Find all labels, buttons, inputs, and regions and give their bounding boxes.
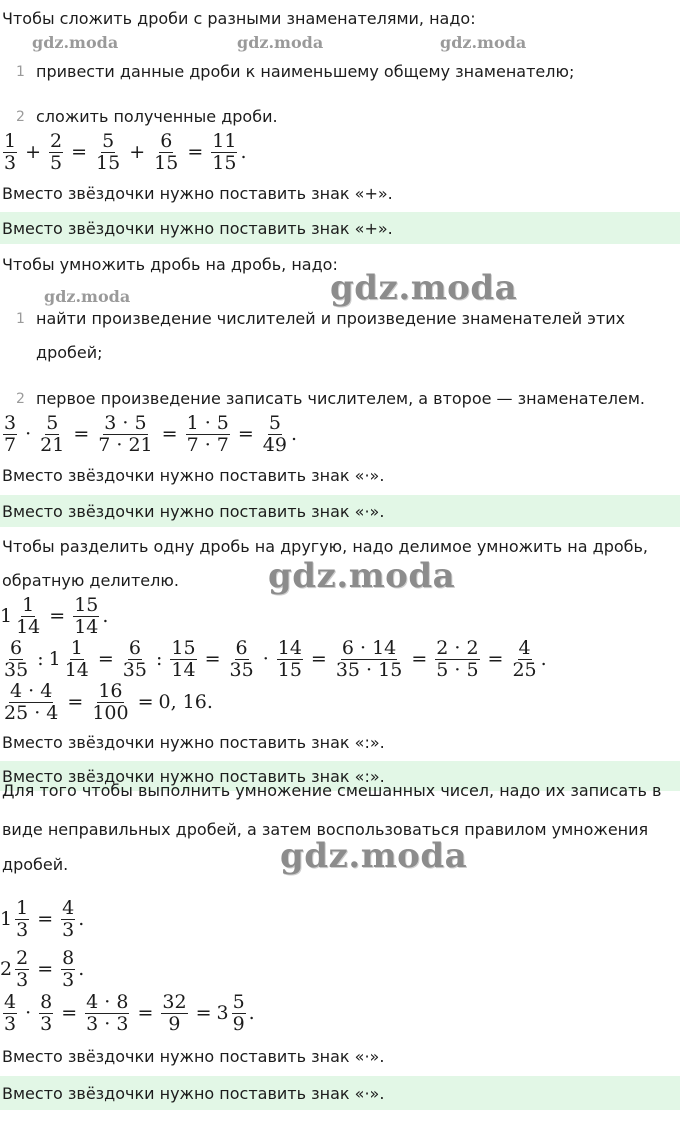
fraction: $\frac{6}{15}$ <box>154 130 179 174</box>
fraction: $\frac{4 \cdot 4}{25 \cdot 4}$ <box>4 680 59 724</box>
fraction: $\frac{1}{3}$ <box>16 897 29 941</box>
s4-equation-c: $\frac{4}{3}$ · $\frac{8}{3}$ = $\frac{4 \cdot 8}{3 \cdot 3}$ = $\frac{32}{9}$ = 3 $\frac{5}{9}$ . <box>4 991 255 1035</box>
s2-equation: $\frac{3}{7}$ · $\frac{5}{21}$ = $\frac{3 \cdot 5}{7 \cdot 21}$ = $\frac{1 \cdot 5}{7 \cdot 7}$ = $\frac{5}{49}$ . <box>4 412 298 456</box>
s4-result: Вместо звёздочки нужно поставить знак «·». <box>2 1047 385 1066</box>
watermark: gdz.moda <box>268 556 456 596</box>
s2-step1-cont: дробей; <box>36 343 103 362</box>
step-number: 1 <box>16 64 25 80</box>
fraction: $\frac{16}{100}$ <box>92 680 129 724</box>
answer-band <box>0 495 680 527</box>
s4-intro-end: дробей. <box>2 855 69 874</box>
fraction: $\frac{5}{9}$ <box>232 991 245 1035</box>
s3-equation-c: $\frac{4 \cdot 4}{25 \cdot 4}$ = $\frac{16}{100}$ = 0, 16. <box>4 680 213 724</box>
s1-step2: сложить полученные дроби. <box>36 107 278 126</box>
watermark: gdz.moda <box>32 33 119 52</box>
s3-intro-cont: обратную делителю. <box>2 571 179 590</box>
fraction: $\frac{1}{14}$ <box>64 637 89 681</box>
fraction: $\frac{6}{35}$ <box>229 637 254 681</box>
watermark: gdz.moda <box>440 33 527 52</box>
fraction: $\frac{4}{3}$ <box>4 991 17 1035</box>
fraction: $\frac{6 \cdot 14}{35 \cdot 15}$ <box>335 637 403 681</box>
fraction: $\frac{5}{21}$ <box>40 412 65 456</box>
s2-step1: найти произведение числителей и произведение знаменателей этих <box>36 309 626 328</box>
step-number: 1 <box>16 311 25 327</box>
fraction: $\frac{4}{3}$ <box>62 897 75 941</box>
fraction: $\frac{1}{3}$ <box>4 130 17 174</box>
answer-band <box>0 1076 680 1110</box>
fraction: $\frac{6}{35}$ <box>122 637 147 681</box>
s1-step1: привести данные дроби к наименьшему общему знаменателю; <box>36 62 575 81</box>
watermark: gdz.moda <box>330 268 518 308</box>
s1-result: Вместо звёздочки нужно поставить знак «+». <box>2 184 393 203</box>
watermark: gdz.moda <box>280 836 468 876</box>
s1-answer: Вместо звёздочки нужно поставить знак «+». <box>2 219 393 238</box>
s2-intro: Чтобы умножить дробь на дробь, надо: <box>2 255 338 274</box>
s3-answer: Вместо звёздочки нужно поставить знак «:». <box>2 767 385 786</box>
s1-intro: Чтобы сложить дроби с разными знаменателями, надо: <box>2 9 476 28</box>
fraction: $\frac{6}{35}$ <box>4 637 29 681</box>
step-number: 2 <box>16 109 25 125</box>
s4-intro-clipped <box>0 781 680 803</box>
s3-equation-b: $\frac{6}{35}$ : 1 $\frac{1}{14}$ = $\frac{6}{35}$ : $\frac{15}{14}$ = $\frac{6}{35}$ · $\frac{14}{15}$ = $\frac{6 \cdot 14}{35 \cdot 15}$ = $\frac{2 \cdot 2}{5 \cdot 5}$ = $\frac{4}{25}$ . <box>4 637 547 681</box>
fraction: $\frac{15}{14}$ <box>171 637 196 681</box>
s4-equation-a: 1 $\frac{1}{3}$ = $\frac{4}{3}$ . <box>0 897 85 941</box>
fraction: $\frac{5}{15}$ <box>96 130 121 174</box>
fraction: $\frac{11}{15}$ <box>212 130 237 174</box>
watermark: gdz.moda <box>237 33 324 52</box>
fraction: $\frac{4}{25}$ <box>512 637 537 681</box>
fraction: $\frac{2}{5}$ <box>50 130 63 174</box>
step-number: 2 <box>16 391 25 407</box>
s3-equation-a: 1 $\frac{1}{14}$ = $\frac{15}{14}$ . <box>0 594 109 638</box>
answer-band <box>0 212 680 244</box>
fraction: $\frac{4 \cdot 8}{3 \cdot 3}$ <box>86 991 129 1035</box>
fraction: $\frac{1 \cdot 5}{7 \cdot 7}$ <box>186 412 229 456</box>
fraction: $\frac{3}{7}$ <box>4 412 17 456</box>
s3-intro: Чтобы разделить одну дробь на другую, надо делимое умножить на дробь, <box>2 537 649 556</box>
s1-equation: $\frac{1}{3}$ + $\frac{2}{5}$ = $\frac{5}{15}$ + $\frac{6}{15}$ = $\frac{11}{15}$ . <box>4 130 247 174</box>
fraction: $\frac{5}{49}$ <box>262 412 287 456</box>
s4-intro-cont: виде неправильных дробей, а затем воспользоваться правилом умножения <box>2 820 649 839</box>
fraction: $\frac{2}{3}$ <box>16 947 29 991</box>
s4-equation-b: 2 $\frac{2}{3}$ = $\frac{8}{3}$ . <box>0 947 85 991</box>
fraction: $\frac{14}{15}$ <box>277 637 302 681</box>
fraction: $\frac{2 \cdot 2}{5 \cdot 5}$ <box>436 637 479 681</box>
fraction: $\frac{8}{3}$ <box>40 991 53 1035</box>
s2-answer: Вместо звёздочки нужно поставить знак «·». <box>2 502 385 521</box>
watermark: gdz.moda <box>44 287 131 306</box>
s3-result: Вместо звёздочки нужно поставить знак «:». <box>2 733 385 752</box>
fraction: $\frac{15}{14}$ <box>74 594 99 638</box>
fraction: $\frac{32}{9}$ <box>162 991 187 1035</box>
fraction: $\frac{3 \cdot 5}{7 \cdot 21}$ <box>98 412 153 456</box>
s4-intro: Для того чтобы выполнить умножение смешанных чисел, надо их записать в <box>2 781 662 800</box>
s2-result: Вместо звёздочки нужно поставить знак «·». <box>2 466 385 485</box>
fraction: $\frac{1}{14}$ <box>16 594 41 638</box>
s4-answer: Вместо звёздочки нужно поставить знак «·». <box>2 1084 385 1103</box>
s2-step2: первое произведение записать числителем, а второе — знаменателем. <box>36 389 645 408</box>
fraction: $\frac{8}{3}$ <box>62 947 75 991</box>
